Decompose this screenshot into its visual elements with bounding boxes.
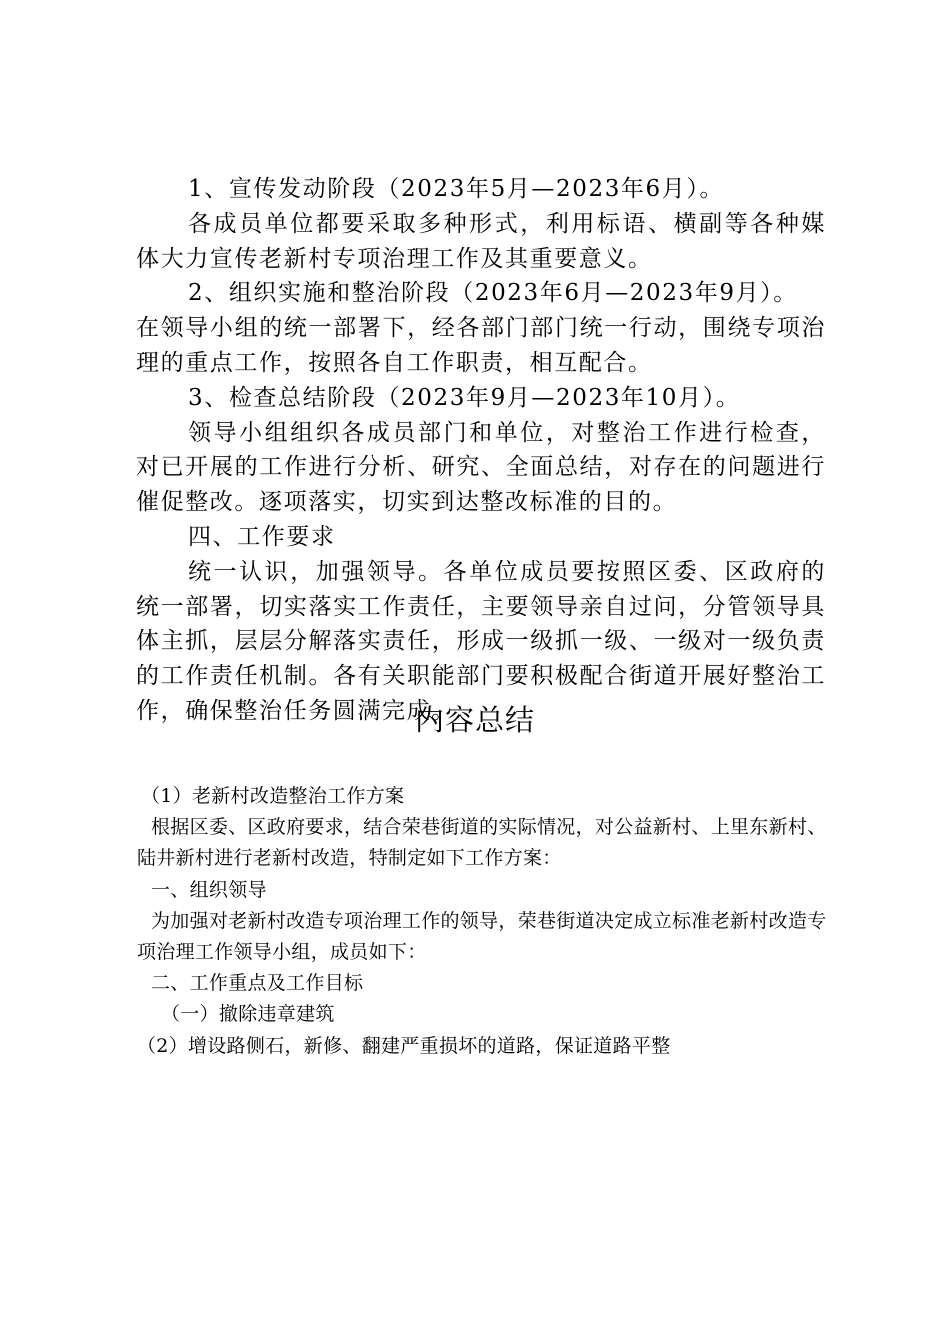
- stage-2-heading: 2、组织实施和整治阶段（2023年6月—2023年9月）。: [188, 280, 798, 307]
- summary-line: （2）增设路侧石，新修、翻建严重损坏的道路，保证道路平整: [137, 1034, 671, 1057]
- summary-title: 内容总结: [414, 703, 535, 737]
- summary-line: 根据区委、区政府要求，结合荣巷街道的实际情况，对公益新村、上里东新村、陆井新村进行老新村改造，特制定如下工作方案：: [137, 816, 827, 870]
- stage-2-text: 在领导小组的统一部署下，经各部门部门统一行动，围绕专项治理的重点工作，按照各自工作职责，相互配合。: [136, 315, 826, 376]
- summary-section: [137, 781, 827, 1062]
- summary-line: 二、工作重点及工作目标: [151, 972, 364, 995]
- stage-3-heading: 3、检查总结阶段（2023年9月—2023年10月）。: [188, 384, 741, 411]
- stage-1-heading: 1、宣传发动阶段（2023年5月—2023年6月）。: [188, 176, 725, 202]
- stage-3-text: 领导小组组织各成员部门和单位，对整治工作进行检查，对已开展的工作进行分析、研究、全面总结，对存在的问题进行催促整改。逐项落实，切实到达整改标准的目的。: [136, 419, 826, 516]
- summary-line: （1）老新村改造整治工作方案: [141, 785, 405, 807]
- summary-line: （一）撤除违章建筑: [161, 1003, 335, 1026]
- summary-line: 一、组织领导: [151, 878, 267, 901]
- section-4-text: 统一认识，加强领导。各单位成员要按照区委、区政府的统一部署，切实落实工作责任，主要领导亲自过问，分管领导具体主抓，层层分解落实责任，形成一级抓一级、一级对一级负责的工作责任机制。各有关职能部门要积极配合街道开展好整治工作，确保整治任务圆满完成。: [136, 558, 826, 724]
- document-body: [136, 172, 826, 729]
- stage-1-text: 各成员单位都要采取多种形式，利用标语、横副等各种媒体大力宣传老新村专项治理工作及其重要意义。: [136, 210, 826, 272]
- summary-line: 为加强对老新村改造专项治理工作的领导，荣巷街道决定成立标准老新村改造专项治理工作领导小组，成员如下：: [137, 909, 827, 964]
- section-4-heading: 四、工作要求: [188, 523, 336, 550]
